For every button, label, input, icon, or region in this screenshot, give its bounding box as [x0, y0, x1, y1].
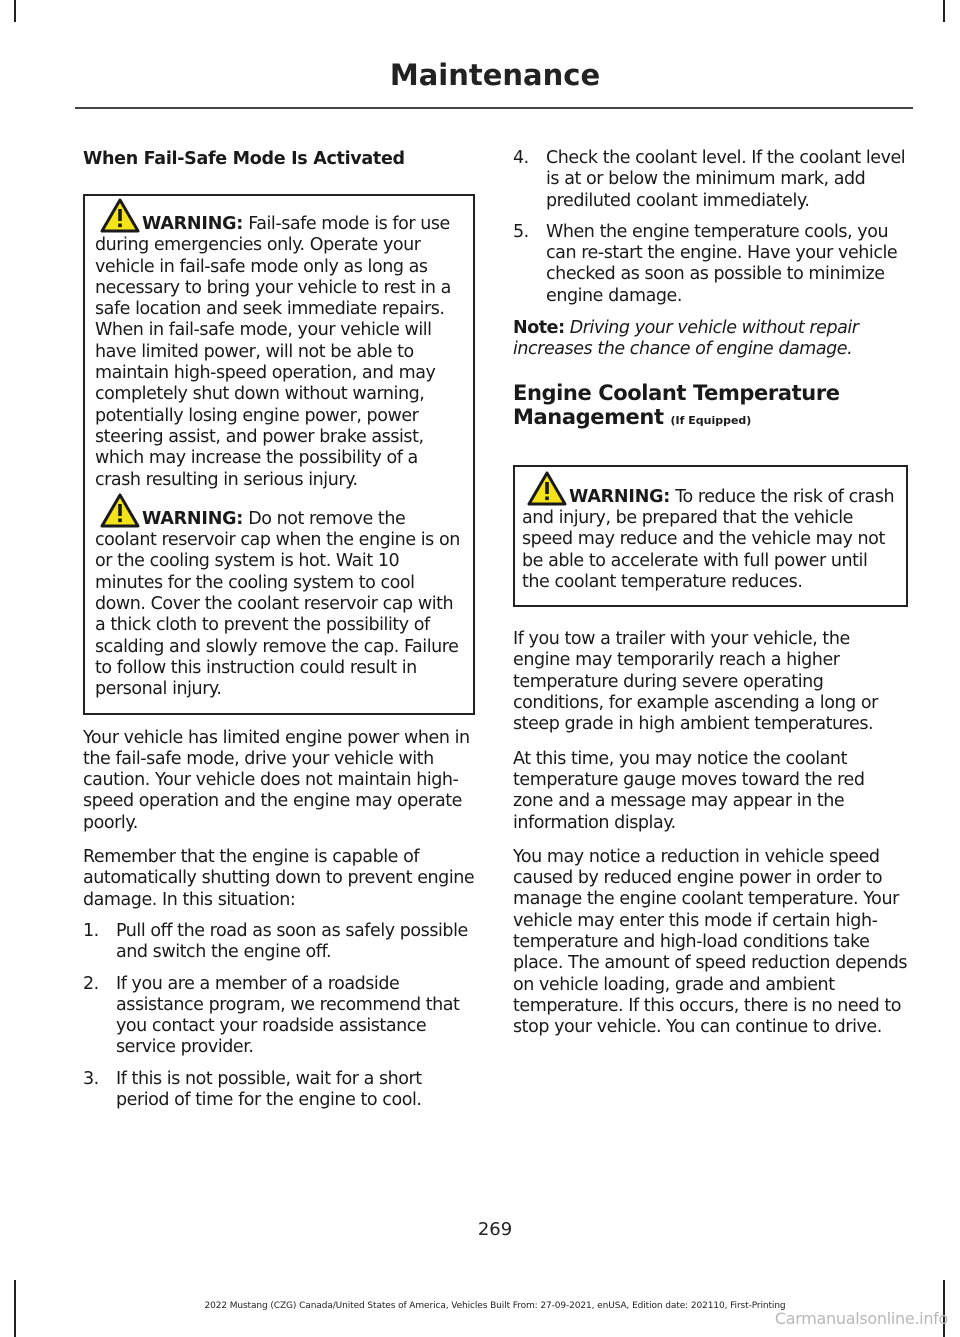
warning-text: Do not remove the coolant reservoir cap when the engine is on or the cooling system is hot. Wait 10 minutes for the cooling system to cool down. Cover the coolant reservoir cap with a thick cloth to prevent the possibility of scalding and slowly remove the cap. Failure to follow this instruction could result in personal injury. — [95, 508, 460, 700]
list-item — [83, 1069, 475, 1112]
list-item — [83, 974, 475, 1059]
page-number: 269 — [477, 1219, 513, 1240]
warning-text: To reduce the risk of crash and injury, be prepared that the vehicle speed may reduce and the vehicle may not be able to accelerate with full power until the coolant temperature reduces. — [522, 486, 895, 592]
warning-box — [513, 465, 908, 607]
step-number: 3. — [83, 1068, 99, 1089]
step-text: Check the coolant level. If the coolant level is at or below the minimum mark, add prediluted coolant immediately. — [546, 148, 906, 211]
step-number: 4. — [513, 148, 529, 168]
note-paragraph — [513, 318, 908, 361]
header-divider — [75, 107, 913, 109]
warning-item — [95, 214, 465, 491]
section-subheading: When Fail-Safe Mode Is Activated — [83, 149, 405, 169]
note-text: Driving your vehicle without repair increases the chance of engine damage. — [513, 318, 859, 360]
warning-paragraph — [522, 487, 898, 593]
section-heading — [513, 381, 908, 433]
step-text: Pull off the road as soon as safely possible and switch the engine off. — [116, 920, 468, 963]
note-label: Note: — [513, 318, 565, 339]
step-text: When the engine temperature cools, you can re-start the engine. Have your vehicle checked as soon as possible to minimize engine damage. — [546, 221, 898, 306]
steps-list-continued — [513, 148, 908, 307]
warning-triangle-icon — [100, 198, 140, 234]
step-number: 5. — [513, 221, 529, 242]
body-paragraph: You may notice a reduction in vehicle speed caused by reduced engine power in order to manage the engine coolant temperature. Your vehicle may enter this mode if certain high-temperature and high-load conditions take place. The amount of speed reduction depends on vehicle loading, grade and ambient temperature. If this occurs, there is no need to stop your vehicle. You can continue to drive. — [513, 846, 908, 1038]
page-title: Maintenance — [389, 58, 601, 92]
crop-mark-top-left — [14, 0, 16, 22]
list-item — [513, 222, 908, 307]
warning-text: Fail-safe mode is for use during emergencies only. Operate your vehicle in fail-safe mode only as long as necessary to bring your vehicle to rest in a safe location and seek immediate repairs. When in fail-safe mode, your vehicle will have limited power, will not be able to maintain high-speed operation, and may completely shut down without warning, potentially losing engine power, power steering assist, and power brake assist, which may increase the possibility of a crash resulting in serious injury. — [95, 214, 451, 490]
steps-list — [83, 921, 475, 1111]
warning-item — [95, 509, 465, 701]
step-number: 1. — [83, 920, 99, 941]
warning-label: WARNING: — [142, 508, 244, 529]
left-column — [83, 140, 475, 1111]
step-number: 2. — [83, 973, 99, 994]
section-heading-text: Engine Coolant Temperature Management — [513, 380, 840, 429]
step-text: If you are a member of a roadside assistance program, we recommend that you contact your roadside assistance service provider. — [116, 973, 460, 1058]
list-item — [513, 148, 908, 212]
body-paragraph: Remember that the engine is capable of automatically shutting down to prevent engine damage. In this situation: — [83, 847, 475, 910]
edition-footer: 2022 Mustang (CZG) Canada/United States of America, Vehicles Built From: 27-09-2021, enUSA, Edition date: 202110, First-Printing — [204, 1301, 786, 1311]
warning-paragraph — [95, 214, 465, 491]
step-text: If this is not possible, wait for a short period of time for the engine to cool. — [116, 1068, 422, 1110]
body-paragraph: If you tow a trailer with your vehicle, the engine may temporarily reach a higher temperature during severe operating conditions, for example ascending a long or steep grade in high ambient temperatures. — [513, 629, 878, 735]
crop-mark-top-right — [943, 0, 945, 22]
list-item — [83, 921, 475, 964]
body-paragraph: Your vehicle has limited engine power when in the fail-safe mode, drive your vehicle with caution. Your vehicle does not maintain high-speed operation and the engine may operate poorly. — [83, 727, 470, 833]
warning-box — [83, 194, 475, 715]
warning-label: WARNING: — [569, 486, 671, 507]
body-paragraph: At this time, you may notice the coolant temperature gauge moves toward the red zone and a message may appear in the information display. — [513, 748, 865, 833]
section-qualifier: (If Equipped) — [670, 413, 752, 427]
warning-label: WARNING: — [142, 214, 244, 234]
right-column — [513, 148, 908, 1039]
warning-item — [522, 487, 898, 593]
warning-paragraph — [95, 509, 465, 701]
watermark: Carmanualsonline.info — [774, 1309, 948, 1328]
warning-triangle-icon — [527, 471, 567, 507]
warning-triangle-icon — [100, 493, 140, 529]
